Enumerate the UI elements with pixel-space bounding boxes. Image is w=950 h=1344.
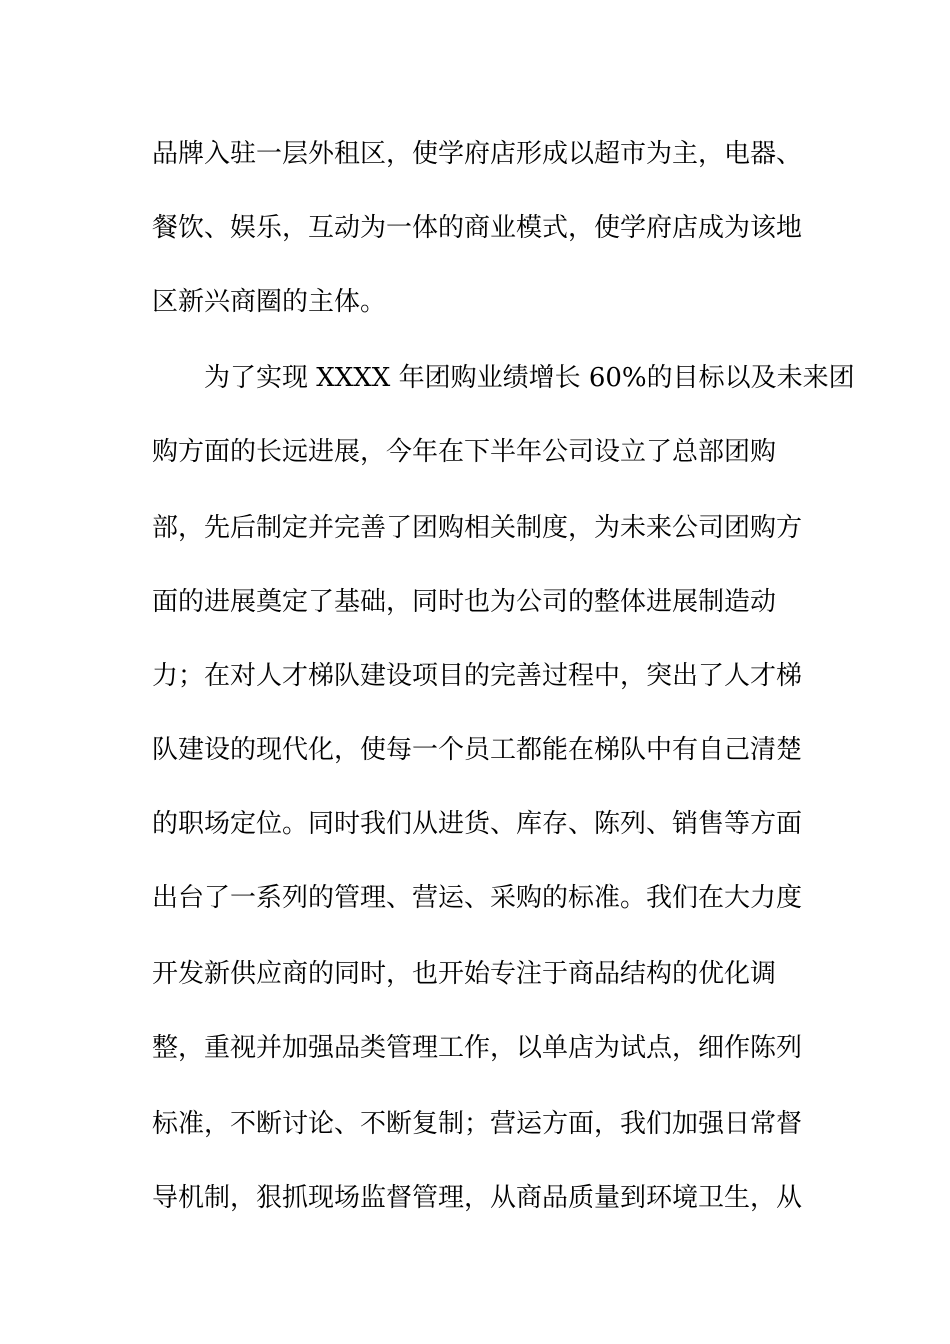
text-line: 面的进展奠定了基础，同时也为公司的整体进展制造动 <box>152 587 777 617</box>
text-line: 导机制，狠抓现场监督管理，从商品质量到环境卫生，从 <box>152 1183 803 1213</box>
text-line: 出台了一系列的管理、营运、采购的标准。我们在大力度 <box>152 883 803 913</box>
text-line: 品牌入驻一层外租区，使学府店形成以超市为主，电器、 <box>152 139 803 169</box>
text-line: 的职场定位。同时我们从进货、库存、陈列、销售等方面 <box>152 809 803 839</box>
text-line: 部，先后制定并完善了团购相关制度，为未来公司团购方 <box>152 513 803 543</box>
text-line: 开发新供应商的同时，也开始专注于商品结构的优化调 <box>152 959 777 989</box>
text-line: 区新兴商圈的主体。 <box>152 287 387 317</box>
text-line: 队建设的现代化，使每一个员工都能在梯队中有自己清楚 <box>152 735 803 765</box>
text-line: 购方面的长远进展，今年在下半年公司设立了总部团购 <box>152 437 777 467</box>
text-line: 标准，不断讨论、不断复制；营运方面，我们加强日常督 <box>152 1109 803 1139</box>
paragraph-first-line: 为了实现 XXXX 年团购业绩增长 60%的目标以及未来团 <box>204 363 855 393</box>
text-line: 整，重视并加强品类管理工作，以单店为试点，细作陈列 <box>152 1033 803 1063</box>
text-line: 力；在对人才梯队建设项目的完善过程中，突出了人才梯 <box>152 661 803 691</box>
text-line: 餐饮、娱乐，互动为一体的商业模式，使学府店成为该地 <box>152 213 803 243</box>
